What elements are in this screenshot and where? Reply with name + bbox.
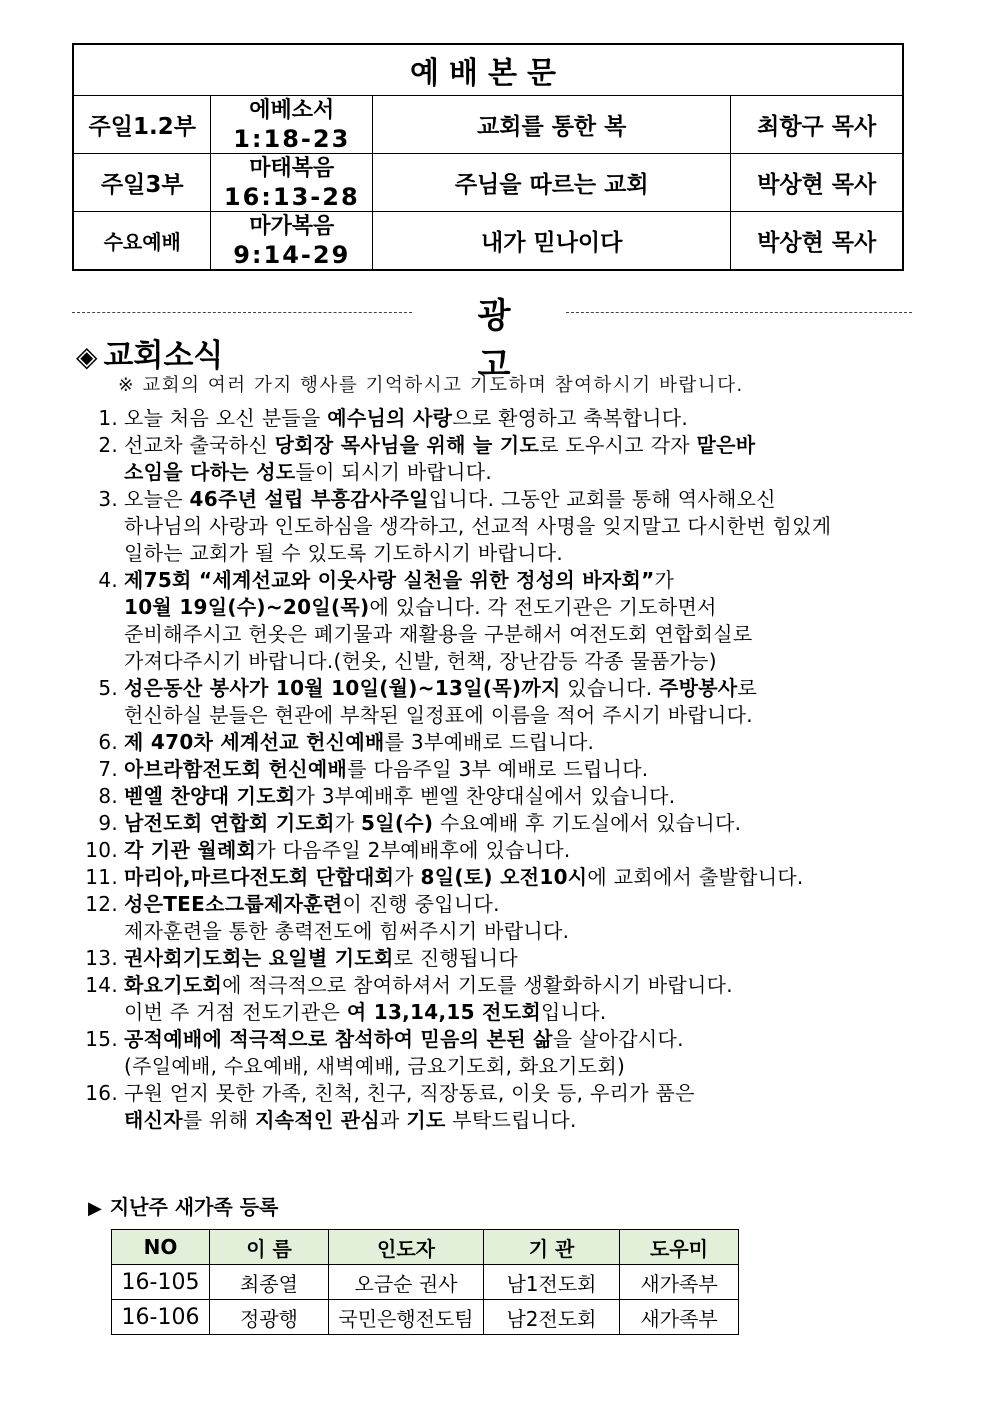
item-text: 가: [334, 811, 362, 835]
table-cell: 새가족부: [620, 1265, 739, 1300]
sermon-table-title: 예배본문: [73, 44, 903, 96]
table-cell: 남1전도회: [484, 1265, 620, 1300]
item-number: 9.: [98, 811, 118, 835]
item-number: 10.: [85, 838, 118, 862]
announcement-item: [76, 567, 936, 594]
announcement-item: [76, 432, 936, 459]
sermon-row: [73, 212, 903, 271]
item-number: 11.: [85, 865, 118, 889]
item-text: 오늘은: [124, 487, 190, 511]
announcement-item: [76, 675, 936, 702]
announcement-item: [76, 810, 936, 837]
item-text-bold: 지속적인 관심: [255, 1108, 381, 1132]
announcement-item-continued: [76, 918, 936, 945]
scripture-verses: 16:13-28: [223, 182, 360, 211]
column-header: 인도자: [329, 1230, 484, 1265]
sermon-table: [72, 43, 904, 271]
item-text: 를 다음주일 3부 예배로 드립니다.: [347, 757, 649, 781]
table-cell: 정광행: [210, 1300, 329, 1335]
item-number: 12.: [85, 892, 118, 916]
item-text: 제자훈련을 통한 총력전도에 힘써주시기 바랍니다.: [124, 919, 570, 943]
item-text: 를 위해: [182, 1108, 256, 1132]
diamond-icon: ◈: [76, 340, 98, 373]
item-text-bold: 맡은바: [696, 433, 756, 457]
item-text: 을 살아갑시다.: [552, 1027, 684, 1051]
announcement-item: [76, 1026, 936, 1053]
item-text-bold: 성은TEE소그룹제자훈련: [124, 892, 343, 916]
section-title-text: 교회소식: [103, 338, 224, 374]
sermon-title: 내가 믿나이다: [373, 212, 731, 271]
item-text-bold: 5일(수): [361, 811, 434, 835]
item-text: 준비해주시고 헌옷은 폐기물과 재활용을 구분해서 여전도회 연합회실로: [124, 622, 753, 646]
item-text: 가 다음주일 2부예배후에 있습니다.: [256, 838, 571, 862]
item-text: 가 3부예배후 벧엘 찬양대실에서 있습니다.: [295, 784, 676, 808]
item-number: 3.: [98, 487, 118, 511]
sermon-row: [73, 96, 903, 154]
table-cell: 남2전도회: [484, 1300, 620, 1335]
item-text: 헌신하실 분들은 현관에 부착된 일정표에 이름을 적어 주시기 바랍니다.: [124, 703, 753, 727]
item-text-bold: 당회장 목사님을 위해 늘 기도: [274, 433, 540, 457]
service-name: 수요예배: [73, 212, 211, 271]
item-text: 에 적극적으로 참여하셔서 기도를 생활화하시기 바랍니다.: [222, 973, 733, 997]
item-text: 과: [380, 1108, 407, 1132]
item-text: 로 진행됩니다: [393, 946, 518, 970]
item-text: 있습니다.: [560, 676, 660, 700]
divider: [72, 312, 412, 313]
item-number: 5.: [98, 676, 118, 700]
announcement-item: [76, 405, 936, 432]
item-text: 으로 환영하고 축복합니다.: [452, 406, 688, 430]
item-text: 로: [737, 676, 758, 700]
item-text-bold: 46주년 설립 부흥감사주일: [189, 487, 429, 511]
item-text: 수요예배 후 기도실에서 있습니다.: [433, 811, 742, 835]
item-number: 7.: [98, 757, 118, 781]
scripture-book: 마가복음: [249, 213, 335, 239]
section-note: ※ 교회의 여러 가지 행사를 기억하시고 기도하며 참여하시기 바랍니다.: [118, 375, 744, 396]
table-row: [112, 1265, 739, 1300]
table-cell: 16-105: [112, 1265, 210, 1300]
item-text-bold: 예수님의 사랑: [327, 406, 453, 430]
item-text-bold: 태신자: [124, 1108, 183, 1132]
sermon-title: 교회를 통한 복: [373, 96, 731, 154]
item-text-bold: 주방봉사: [659, 676, 738, 700]
item-text-bold: 기도: [406, 1108, 446, 1132]
column-header: NO: [112, 1230, 210, 1265]
scripture-ref: [211, 154, 373, 212]
preacher: 최항구 목사: [731, 96, 903, 154]
item-number: 4.: [98, 568, 118, 592]
item-text: 입니다. 그동안 교회를 통해 역사해오신: [428, 487, 776, 511]
column-header: 도우미: [620, 1230, 739, 1265]
item-text-bold: 각 기관 월례회: [124, 838, 257, 862]
announcement-item-continued: [76, 1053, 936, 1080]
new-family-title-text: 지난주 새가족 등록: [109, 1195, 279, 1219]
announcement-item: [76, 945, 936, 972]
scripture-verses: 1:18-23: [233, 124, 351, 153]
announcement-item-continued: [76, 459, 936, 486]
scripture-ref: [211, 96, 373, 154]
item-text: 오늘 처음 오신 분들을: [124, 406, 328, 430]
announcement-item: [76, 864, 936, 891]
announcement-item-continued: [76, 540, 936, 567]
announcements-title: 광고: [477, 296, 551, 385]
item-text-bold: 제75회 “세계선교와 이웃사랑 실천을 위한 정성의 바자회”: [124, 568, 655, 592]
scripture-verses: 9:14-29: [233, 240, 351, 269]
announcement-item: [76, 972, 936, 999]
announcement-item-continued: [76, 648, 936, 675]
table-cell: 16-106: [112, 1300, 210, 1335]
announcement-item: [76, 783, 936, 810]
column-header: 기 관: [484, 1230, 620, 1265]
item-number: 14.: [85, 973, 118, 997]
scripture-book: 마태복음: [249, 155, 335, 181]
item-text-bold: 10월 19일(수)~20일(목): [124, 595, 370, 619]
table-cell: 국민은행전도팀: [329, 1300, 484, 1335]
item-number: 16.: [85, 1081, 118, 1105]
announcement-item-continued: [76, 621, 936, 648]
sermon-row: [73, 154, 903, 212]
item-number: 6.: [98, 730, 118, 754]
item-text: (주일예배, 수요예배, 새벽예배, 금요기도회, 화요기도회): [124, 1054, 626, 1078]
announcement-item: [76, 891, 936, 918]
item-text: 이번 주 거점 전도기관은: [124, 1000, 347, 1024]
item-number: 15.: [85, 1027, 118, 1051]
sermon-title: 주님을 따르는 교회: [373, 154, 731, 212]
item-text-bold: 화요기도회: [124, 973, 223, 997]
table-cell: 새가족부: [620, 1300, 739, 1335]
table-cell: 최종열: [210, 1265, 329, 1300]
item-text-bold: 공적예배에 적극적으로 참석하여 믿음의 본된 삶: [124, 1027, 553, 1051]
divider: [566, 312, 912, 313]
item-text-bold: 소임을 다하는 성도: [124, 460, 296, 484]
item-text-bold: 제 470차 세계선교 헌신예배: [124, 730, 385, 754]
item-text-bold: 벧엘 찬양대 기도회: [124, 784, 296, 808]
announcement-item: [76, 756, 936, 783]
item-text: 에 교회에서 출발합니다.: [587, 865, 804, 889]
item-text: 가: [394, 865, 421, 889]
item-text-bold: 남전도회 연합회 기도회: [124, 811, 335, 835]
item-number: 1.: [98, 406, 118, 430]
item-text: 들이 되시기 바랍니다.: [295, 460, 493, 484]
scripture-book: 에베소서: [249, 97, 335, 123]
scripture-ref: [211, 212, 373, 271]
item-number: 13.: [85, 946, 118, 970]
item-text: 입니다.: [540, 1000, 607, 1024]
announcement-item: [76, 729, 936, 756]
item-text: 구원 얻지 못한 가족, 친척, 친구, 직장동료, 이웃 등, 우리가 품은: [124, 1081, 695, 1105]
item-text-bold: 아브라함전도회 헌신예배: [124, 757, 348, 781]
announcement-item: [76, 1080, 936, 1107]
item-text: 하나님의 사랑과 인도하심을 생각하고, 선교적 사명을 잊지말고 다시한번 힘있게: [124, 514, 832, 538]
announcement-item-continued: [76, 594, 936, 621]
item-text: 선교차 출국하신: [124, 433, 275, 457]
item-number: 8.: [98, 784, 118, 808]
announcement-item: [76, 837, 936, 864]
item-text-bold: 여 13,14,15 전도회: [346, 1000, 541, 1024]
item-text: 부탁드립니다.: [445, 1108, 577, 1132]
item-text: 로 도우시고 각자: [539, 433, 697, 457]
item-text: 가져다주시기 바랍니다.(헌옷, 신발, 헌책, 장난감등 각종 물품가능): [124, 649, 717, 673]
table-row: [112, 1300, 739, 1335]
announcement-item-continued: [76, 702, 936, 729]
announcement-item: [76, 486, 936, 513]
service-name: 주일1.2부: [73, 96, 211, 154]
service-name: 주일3부: [73, 154, 211, 212]
new-family-table: [111, 1229, 739, 1335]
table-header-row: [112, 1230, 739, 1265]
column-header: 이 름: [210, 1230, 329, 1265]
preacher: 박상현 목사: [731, 154, 903, 212]
item-text: 가: [654, 568, 675, 592]
announcement-item-continued: [76, 999, 936, 1026]
item-text-bold: 권사회기도회는 요일별 기도회: [124, 946, 394, 970]
item-text-bold: 마리아,마르다전도회 단합대회: [124, 865, 395, 889]
item-text: 를 3부예배로 드립니다.: [384, 730, 595, 754]
item-text: 이 진행 중입니다.: [342, 892, 500, 916]
announcement-item-continued: [76, 513, 936, 540]
section-title: [76, 330, 223, 375]
announcement-item-continued: [76, 1107, 936, 1134]
new-family-title: [88, 1191, 278, 1220]
item-number: 2.: [98, 433, 118, 457]
item-text: 에 있습니다. 각 전도기관은 기도하면서: [369, 595, 717, 619]
item-text: 일하는 교회가 될 수 있도록 기도하시기 바랍니다.: [124, 541, 564, 565]
item-text-bold: 성은동산 봉사가 10월 10일(월)~13일(목)까지: [124, 676, 561, 700]
preacher: 박상현 목사: [731, 212, 903, 271]
triangle-right-icon: ▶: [88, 1198, 102, 1219]
item-text-bold: 8일(토) 오전10시: [420, 865, 588, 889]
table-cell: 오금순 권사: [329, 1265, 484, 1300]
announcement-list: [76, 405, 936, 1134]
